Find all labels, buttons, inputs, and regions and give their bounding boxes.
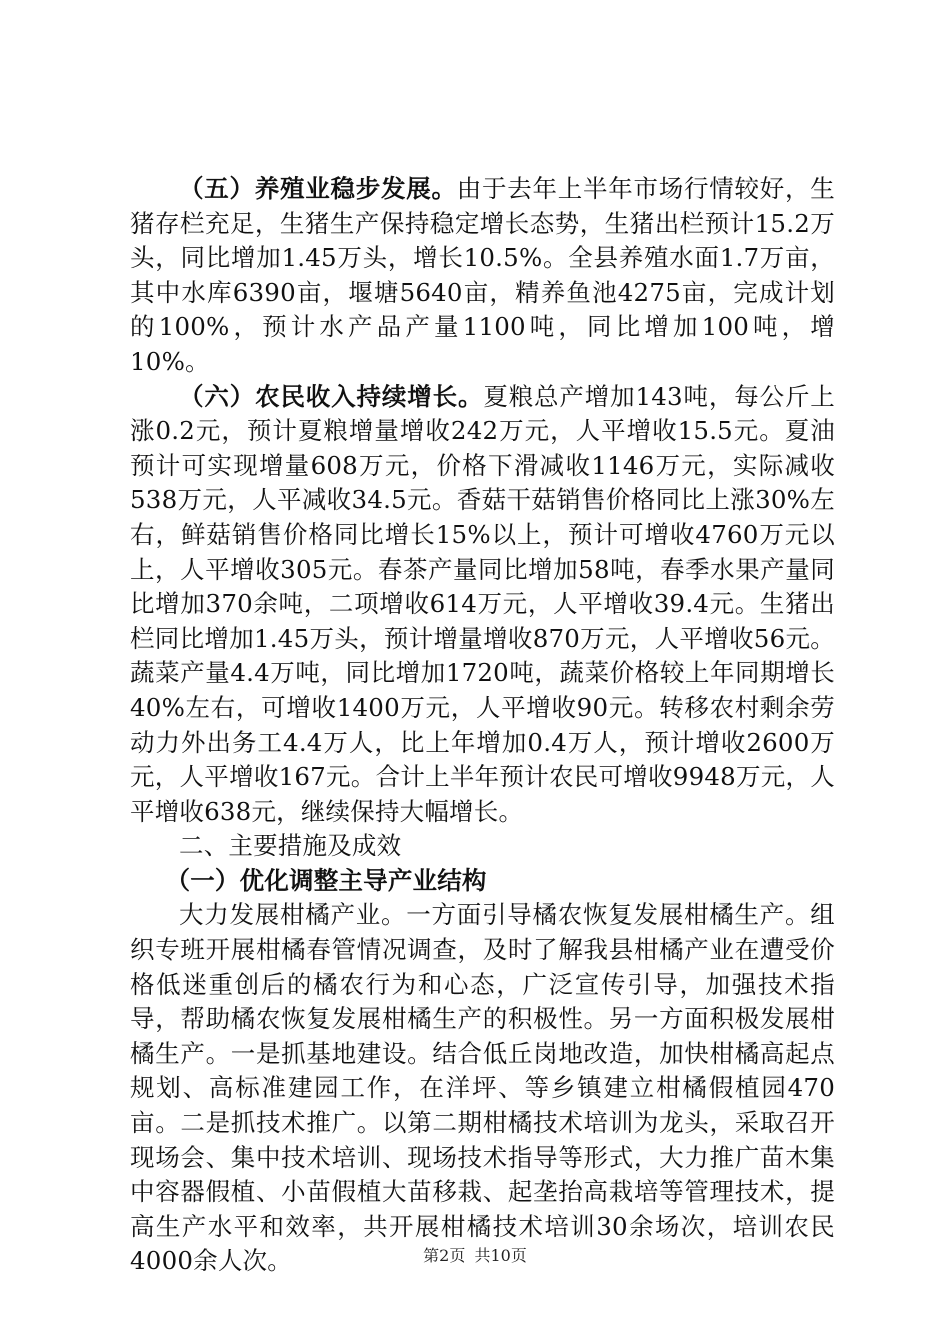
page-total: 共10页 (474, 1246, 527, 1265)
document-body (130, 172, 835, 1279)
paragraph-livestock (130, 172, 835, 380)
paragraph-lead-farmer-income: （六）农民收入持续增长。 (179, 381, 484, 411)
section-heading-measures: 二、主要措施及成效 (179, 831, 402, 861)
paragraph-text-livestock: 由于去年上半年市场行情较好，生猪存栏充足，生猪生产保持稳定增长态势，生猪出栏预计15.2万头，同比增加1.45万头，增长10.5%。全县养殖水面1.7万亩，其中水库6390亩，堰塘5640亩，精养鱼池4275亩，完成计划的100%，预计水产品产量1100吨，同比增加100吨，增10%。 (130, 174, 836, 376)
page-number: 第2页 (423, 1246, 466, 1265)
page-footer (0, 1243, 950, 1266)
paragraph-lead-livestock: （五）养殖业稳步发展。 (179, 174, 457, 203)
subsection-heading-industry: （一）优化调整主导产业结构 (165, 865, 487, 895)
paragraph-citrus: 大力发展柑橘产业。一方面引导橘农恢复发展柑橘生产。组织专班开展柑橘春管情况调查，及时了解我县柑橘产业在遭受价格低迷重创后的橘农行为和心态，广泛宣传引导，加强技术指导，帮助橘农恢复发展柑橘生产的积极性。另一方面积极发展柑橘生产。一是抓基地建设。结合低丘岗地改造，加快柑橘高起点规划、高标准建园工作，在洋坪、等乡镇建立柑橘假植园470亩。二是抓技术推广。以第二期柑橘技术培训为龙头，采取召开现场会、集中技术培训、现场技术指导等形式，大力推广苗木集中容器假植、小苗假植大苗移栽、起垄抬高栽培等管理技术，提高生产水平和效率，共开展柑橘技术培训30余场次，培训农民4000余人次。 (130, 900, 835, 1276)
paragraph-farmer-income (130, 380, 835, 830)
paragraph-text-farmer-income: 夏粮总产增加143吨，每公斤上涨0.2元，预计夏粮增量增收242万元，人平增收15.5元。夏油预计可实现增量608万元，价格下滑减收1146万元，实际减收538万元，人平减收34.5元。香菇干菇销售价格同比上涨30%左右，鲜菇销售价格同比增长15%以上，预计可增收4760万元以上，人平增收305元。春茶产量同比增加58吨，春季水果产量同比增加370余吨，二项增收614万元，人平增收39.4元。生猪出栏同比增加1.45万头，预计增量增收870万元，人平增收56元。蔬菜产量4.4万吨，同比增加1720吨，蔬菜价格较上年同期增长40%左右，可增收1400万元，人平增收90元。转移农村剩余劳动力外出务工4.4万人，比上年增加0.4万人，预计增收2600万元，人平增收167元。合计上半年预计农民可增收9948万元，人平增收638元，继续保持大幅增长。 (130, 381, 836, 826)
